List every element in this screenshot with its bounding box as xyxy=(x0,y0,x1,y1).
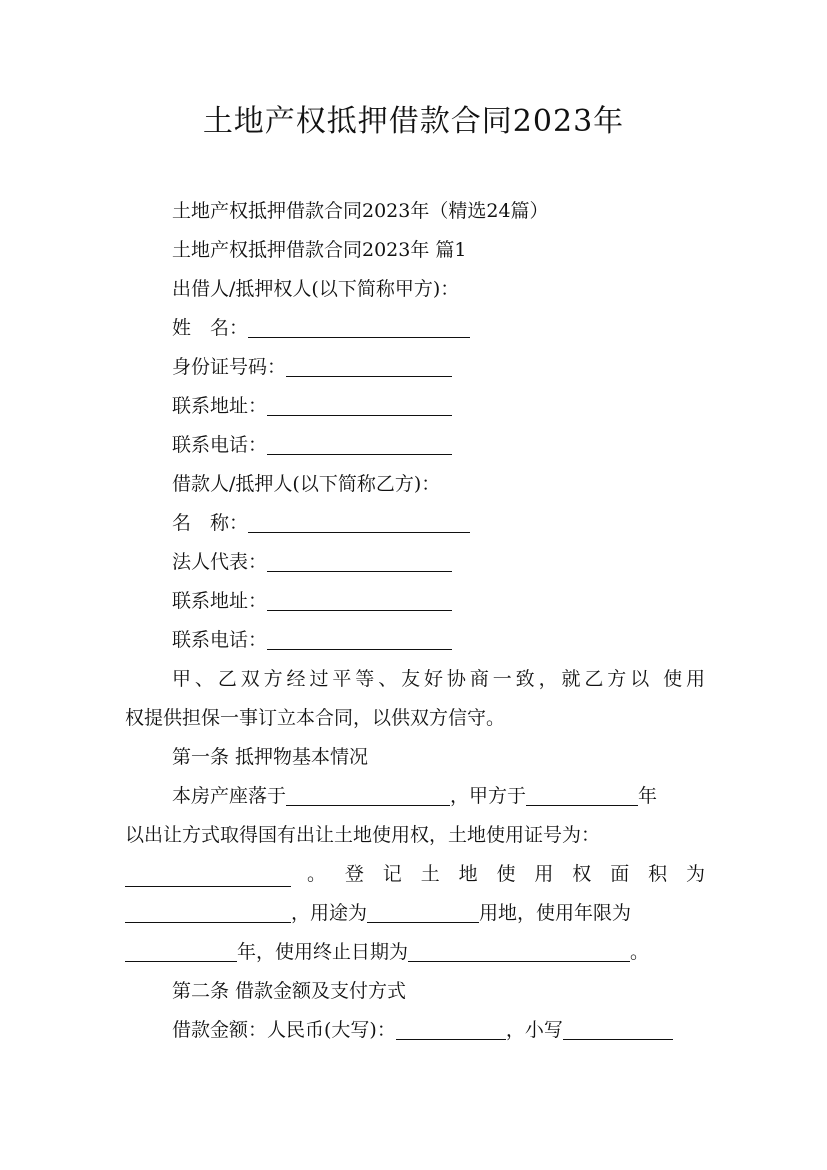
field-label: 联系电话： xyxy=(172,434,268,456)
article-2-heading: 第二条 借款金额及支付方式 xyxy=(172,980,407,1002)
text-segment: 年，使用终止日期为 xyxy=(237,941,409,963)
article-1-line1 xyxy=(125,777,705,816)
field-borrower-address xyxy=(125,582,705,621)
paragraph-section-heading: 土地产权抵押借款合同2023年 篇1 xyxy=(172,239,467,261)
text-segment: ，用途为 xyxy=(291,902,368,924)
article-2-line1 xyxy=(125,1011,705,1050)
blank-line xyxy=(267,391,452,416)
text-segment: 本房产座落于 xyxy=(172,785,287,807)
blank-line xyxy=(367,898,479,923)
blank-line xyxy=(563,1015,673,1040)
field-label: 联系电话： xyxy=(172,629,268,651)
field-label: 名 称： xyxy=(172,512,249,534)
blank-line xyxy=(286,781,450,806)
blank-line xyxy=(526,781,638,806)
blank-line xyxy=(267,430,452,455)
paragraph-preamble-line1: 甲、乙双方经过平等、友好协商一致，就乙方以 使用 xyxy=(172,668,705,690)
text-segment: ，甲方于 xyxy=(450,785,527,807)
field-label: 姓 名： xyxy=(172,317,249,339)
article-1-line5 xyxy=(125,933,705,972)
field-lender-phone xyxy=(125,426,705,465)
text-segment: 。登记土地使用权面积为 xyxy=(307,863,705,885)
blank-line xyxy=(248,508,470,533)
blank-line xyxy=(408,937,630,962)
field-legal-representative xyxy=(125,543,705,582)
field-label: 联系地址： xyxy=(172,395,268,417)
blank-line xyxy=(286,352,452,377)
text-segment: ，小写 xyxy=(505,1019,563,1041)
article-1-heading: 第一条 抵押物基本情况 xyxy=(172,746,369,768)
field-label: 身份证号码： xyxy=(172,356,287,378)
field-borrower-name xyxy=(125,504,705,543)
article-1-line3 xyxy=(125,855,705,894)
paragraph-preamble-line2: 权提供担保一事订立本合同，以供双方信守。 xyxy=(125,707,506,729)
blank-line xyxy=(396,1015,506,1040)
text-segment: 借款金额：人民币(大写)： xyxy=(172,1019,396,1041)
blank-line xyxy=(267,586,452,611)
document-body xyxy=(125,192,705,1050)
blank-line xyxy=(125,898,291,923)
text-segment: 年 xyxy=(638,785,658,807)
text-segment: 。 xyxy=(630,941,650,963)
paragraph-lender-heading: 出借人/抵押权人(以下简称甲方)： xyxy=(172,278,460,300)
document-title: 土地产权抵押借款合同2023年 xyxy=(202,104,625,139)
field-label: 法人代表： xyxy=(172,551,268,573)
article-1-line4 xyxy=(125,894,705,933)
paragraph-subtitle: 土地产权抵押借款合同2023年（精选24篇） xyxy=(172,200,549,222)
blank-line xyxy=(248,313,470,338)
field-lender-name xyxy=(125,309,705,348)
paragraph-borrower-heading: 借款人/抵押人(以下简称乙方)： xyxy=(172,473,441,495)
field-lender-address xyxy=(125,387,705,426)
field-lender-id xyxy=(125,348,705,387)
field-borrower-phone xyxy=(125,621,705,660)
article-1-line2: 以出让方式取得国有出让土地使用权，土地使用证号为： xyxy=(125,824,601,846)
blank-line xyxy=(267,547,452,572)
blank-line xyxy=(125,862,291,887)
blank-line xyxy=(125,937,237,962)
text-segment: 用地，使用年限为 xyxy=(479,902,632,924)
field-label: 联系地址： xyxy=(172,590,268,612)
blank-line xyxy=(267,625,452,650)
